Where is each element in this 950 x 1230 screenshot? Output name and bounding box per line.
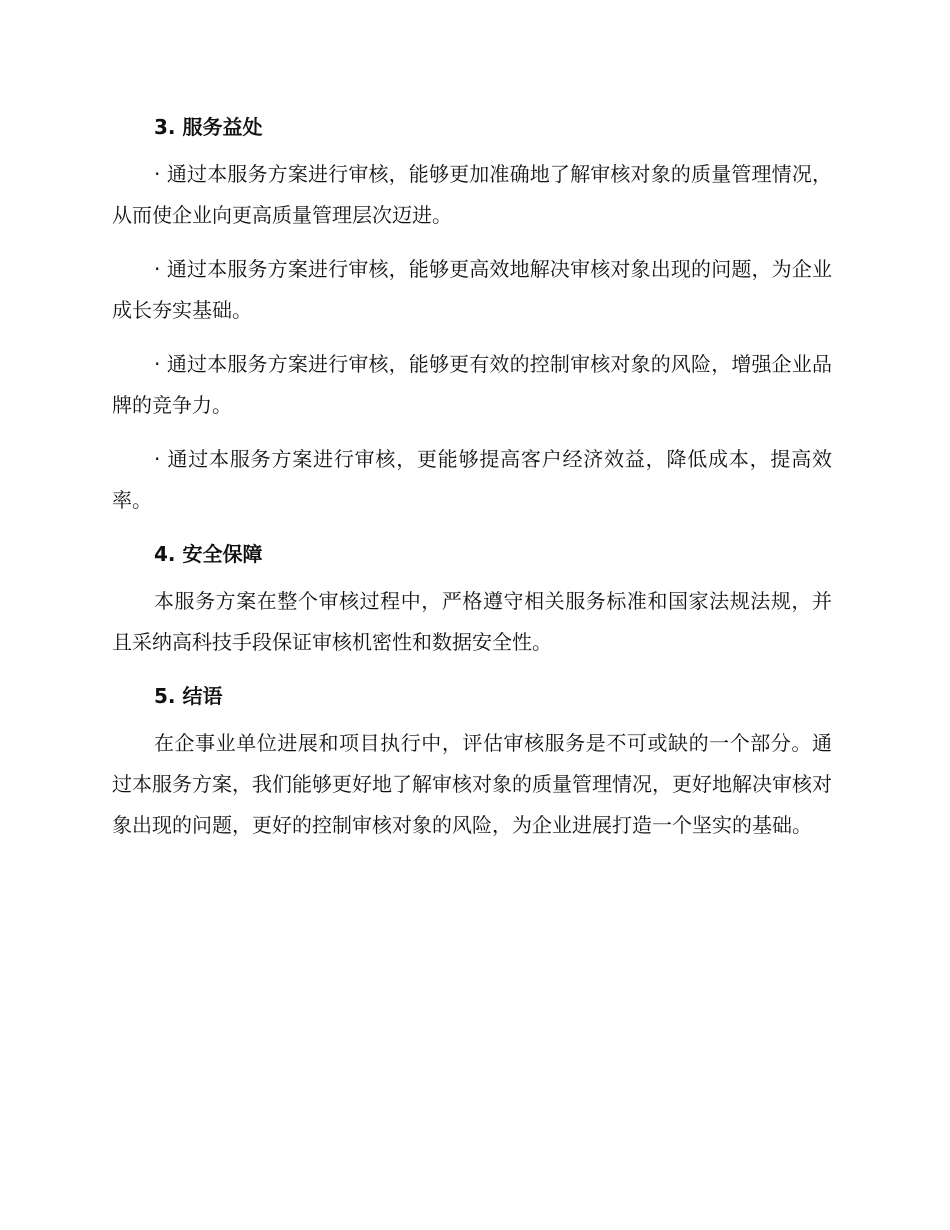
section-security	[112, 535, 832, 663]
document-body	[112, 108, 832, 859]
bullet-paragraph: · 通过本服务方案进行审核，更能够提高客户经济效益，降低成本，提高效率。	[112, 447, 832, 512]
section-heading: 3. 服务益处	[154, 115, 263, 139]
section-service-benefits	[112, 108, 832, 521]
body-paragraph: 本服务方案在整个审核过程中，严格遵守相关服务标准和国家法规法规，并且采纳高科技手段保证审核机密性和数据安全性。	[112, 589, 832, 654]
section-conclusion	[112, 677, 832, 846]
bullet-paragraph: · 通过本服务方案进行审核，能够更高效地解决审核对象出现的问题，为企业成长夯实基础。	[112, 257, 832, 322]
bullet-paragraph: · 通过本服务方案进行审核，能够更加准确地了解审核对象的质量管理情况，从而使企业向更高质量管理层次迈进。	[112, 162, 832, 227]
section-heading: 4. 安全保障	[154, 542, 263, 566]
body-paragraph: 在企事业单位进展和项目执行中，评估审核服务是不可或缺的一个部分。通过本服务方案，我们能够更好地了解审核对象的质量管理情况，更好地解决审核对象出现的问题，更好的控制审核对象的风险，为企业进展打造一个坚实的基础。	[112, 731, 832, 837]
bullet-paragraph: · 通过本服务方案进行审核，能够更有效的控制审核对象的风险，增强企业品牌的竞争力。	[112, 352, 832, 417]
section-heading: 5. 结语	[154, 684, 223, 708]
